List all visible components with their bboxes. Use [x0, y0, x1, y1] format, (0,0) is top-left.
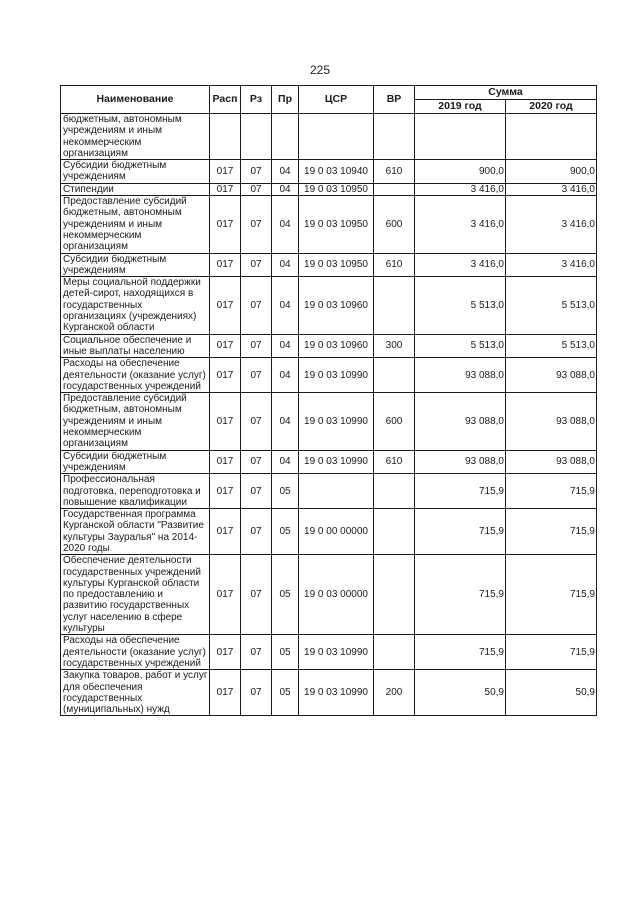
cell-name: Закупка товаров, работ и услуг для обеспечения государственных (муниципальных) нужд [61, 670, 210, 716]
cell-y2019: 715,9 [415, 555, 506, 635]
cell-name: Профессиональная подготовка, переподготовка и повышение квалификации [61, 474, 210, 509]
table-row [61, 183, 597, 195]
cell-name: бюджетным, автономным учреждениям и иным некоммерческим организациям [61, 114, 210, 160]
cell-rasp [210, 114, 241, 160]
cell-rz: 07 [241, 474, 272, 509]
cell-rasp: 017 [210, 555, 241, 635]
cell-y2019: 5 513,0 [415, 334, 506, 358]
cell-pr: 04 [272, 334, 299, 358]
cell-rz: 07 [241, 555, 272, 635]
cell-rasp: 017 [210, 635, 241, 670]
cell-rasp: 017 [210, 160, 241, 184]
table-row [61, 358, 597, 393]
cell-vr: 300 [374, 334, 415, 358]
cell-rasp: 017 [210, 253, 241, 277]
cell-csr [299, 474, 374, 509]
table-row [61, 474, 597, 509]
cell-y2019: 50,9 [415, 670, 506, 716]
cell-pr: 04 [272, 196, 299, 253]
cell-vr [374, 277, 415, 334]
cell-y2020: 93 088,0 [506, 450, 597, 474]
table-row [61, 334, 597, 358]
cell-pr: 05 [272, 670, 299, 716]
cell-csr: 19 0 03 10940 [299, 160, 374, 184]
cell-y2019: 3 416,0 [415, 196, 506, 253]
table-row [61, 555, 597, 635]
cell-vr: 200 [374, 670, 415, 716]
cell-csr: 19 0 03 00000 [299, 555, 374, 635]
cell-name: Обеспечение деятельности государственных учреждений культуры Курганской области по предоставлению и развитию государственных услуг населению в сфере культуры [61, 555, 210, 635]
cell-vr: 610 [374, 160, 415, 184]
cell-rasp: 017 [210, 196, 241, 253]
header-vr: ВР [374, 86, 415, 114]
cell-y2020: 900,0 [506, 160, 597, 184]
cell-rz: 07 [241, 450, 272, 474]
cell-pr: 04 [272, 277, 299, 334]
cell-y2019: 715,9 [415, 474, 506, 509]
cell-vr [374, 474, 415, 509]
cell-y2020: 715,9 [506, 555, 597, 635]
cell-pr: 05 [272, 635, 299, 670]
cell-name: Субсидии бюджетным учреждениям [61, 160, 210, 184]
budget-table [60, 85, 597, 716]
cell-y2020: 5 513,0 [506, 277, 597, 334]
cell-y2019: 715,9 [415, 509, 506, 555]
cell-y2020: 715,9 [506, 509, 597, 555]
cell-y2019 [415, 114, 506, 160]
header-rz: Рз [241, 86, 272, 114]
cell-pr: 04 [272, 393, 299, 450]
header-rasp: Расп [210, 86, 241, 114]
cell-name: Предоставление субсидий бюджетным, автономным учреждениям и иным некоммерческим организациям [61, 393, 210, 450]
cell-vr [374, 509, 415, 555]
cell-rz: 07 [241, 334, 272, 358]
cell-rasp: 017 [210, 277, 241, 334]
cell-rz: 07 [241, 358, 272, 393]
header-row [61, 86, 597, 100]
cell-pr [272, 114, 299, 160]
cell-vr [374, 114, 415, 160]
cell-rz [241, 114, 272, 160]
cell-rasp: 017 [210, 509, 241, 555]
cell-csr [299, 114, 374, 160]
cell-rasp: 017 [210, 393, 241, 450]
table-row [61, 450, 597, 474]
cell-csr: 19 0 03 10950 [299, 183, 374, 195]
cell-y2020 [506, 114, 597, 160]
cell-name: Стипендии [61, 183, 210, 195]
cell-rz: 07 [241, 196, 272, 253]
header-csr: ЦСР [299, 86, 374, 114]
cell-csr: 19 0 03 10950 [299, 196, 374, 253]
table-body [61, 114, 597, 716]
table-row [61, 635, 597, 670]
cell-vr: 600 [374, 393, 415, 450]
table-row [61, 670, 597, 716]
table-row [61, 509, 597, 555]
cell-csr: 19 0 00 00000 [299, 509, 374, 555]
cell-y2019: 93 088,0 [415, 450, 506, 474]
cell-csr: 19 0 03 10990 [299, 358, 374, 393]
table-row [61, 277, 597, 334]
cell-rz: 07 [241, 183, 272, 195]
cell-y2020: 93 088,0 [506, 393, 597, 450]
cell-name: Расходы на обеспечение деятельности (оказание услуг) государственных учреждений [61, 635, 210, 670]
cell-y2020: 3 416,0 [506, 253, 597, 277]
header-2019: 2019 год [415, 100, 506, 114]
cell-rz: 07 [241, 160, 272, 184]
cell-csr: 19 0 03 10950 [299, 253, 374, 277]
header-pr: Пр [272, 86, 299, 114]
header-2020: 2020 год [506, 100, 597, 114]
header-sum: Сумма [415, 86, 597, 100]
cell-name: Государственная программа Курганской области "Развитие культуры Зауралья" на 2014-2020 годы [61, 509, 210, 555]
cell-rasp: 017 [210, 183, 241, 195]
cell-vr [374, 358, 415, 393]
cell-vr [374, 183, 415, 195]
cell-rasp: 017 [210, 670, 241, 716]
cell-pr: 05 [272, 555, 299, 635]
cell-rasp: 017 [210, 334, 241, 358]
cell-pr: 04 [272, 450, 299, 474]
cell-name: Субсидии бюджетным учреждениям [61, 253, 210, 277]
cell-csr: 19 0 03 10990 [299, 450, 374, 474]
cell-y2019: 900,0 [415, 160, 506, 184]
cell-y2020: 50,9 [506, 670, 597, 716]
cell-pr: 04 [272, 160, 299, 184]
cell-name: Социальное обеспечение и иные выплаты населению [61, 334, 210, 358]
cell-rz: 07 [241, 635, 272, 670]
cell-rz: 07 [241, 670, 272, 716]
cell-y2020: 93 088,0 [506, 358, 597, 393]
cell-csr: 19 0 03 10960 [299, 277, 374, 334]
cell-csr: 19 0 03 10990 [299, 393, 374, 450]
cell-vr: 610 [374, 450, 415, 474]
cell-rz: 07 [241, 277, 272, 334]
cell-pr: 04 [272, 253, 299, 277]
cell-vr: 600 [374, 196, 415, 253]
page-number: 225 [309, 63, 331, 77]
cell-csr: 19 0 03 10990 [299, 635, 374, 670]
cell-y2019: 3 416,0 [415, 253, 506, 277]
table-row [61, 196, 597, 253]
table-row [61, 393, 597, 450]
cell-y2020: 3 416,0 [506, 183, 597, 195]
cell-y2019: 3 416,0 [415, 183, 506, 195]
cell-rasp: 017 [210, 450, 241, 474]
cell-pr: 05 [272, 509, 299, 555]
cell-name: Расходы на обеспечение деятельности (оказание услуг) государственных учреждений [61, 358, 210, 393]
cell-y2019: 93 088,0 [415, 393, 506, 450]
header-name: Наименование [61, 86, 210, 114]
cell-y2020: 715,9 [506, 635, 597, 670]
cell-rz: 07 [241, 253, 272, 277]
cell-y2019: 93 088,0 [415, 358, 506, 393]
cell-pr: 04 [272, 183, 299, 195]
cell-rasp: 017 [210, 474, 241, 509]
cell-pr: 04 [272, 358, 299, 393]
cell-pr: 05 [272, 474, 299, 509]
cell-name: Меры социальной поддержки детей-сирот, находящихся в государственных организациях (учреждениях) Курганской области [61, 277, 210, 334]
cell-name: Субсидии бюджетным учреждениям [61, 450, 210, 474]
cell-y2019: 5 513,0 [415, 277, 506, 334]
cell-rz: 07 [241, 509, 272, 555]
cell-vr [374, 555, 415, 635]
cell-csr: 19 0 03 10960 [299, 334, 374, 358]
cell-y2020: 715,9 [506, 474, 597, 509]
table-row [61, 114, 597, 160]
cell-y2019: 715,9 [415, 635, 506, 670]
cell-vr [374, 635, 415, 670]
cell-rasp: 017 [210, 358, 241, 393]
cell-y2020: 3 416,0 [506, 196, 597, 253]
cell-y2020: 5 513,0 [506, 334, 597, 358]
cell-name: Предоставление субсидий бюджетным, автономным учреждениям и иным некоммерческим организациям [61, 196, 210, 253]
table-row [61, 160, 597, 184]
cell-csr: 19 0 03 10990 [299, 670, 374, 716]
table-row [61, 253, 597, 277]
cell-rz: 07 [241, 393, 272, 450]
cell-vr: 610 [374, 253, 415, 277]
